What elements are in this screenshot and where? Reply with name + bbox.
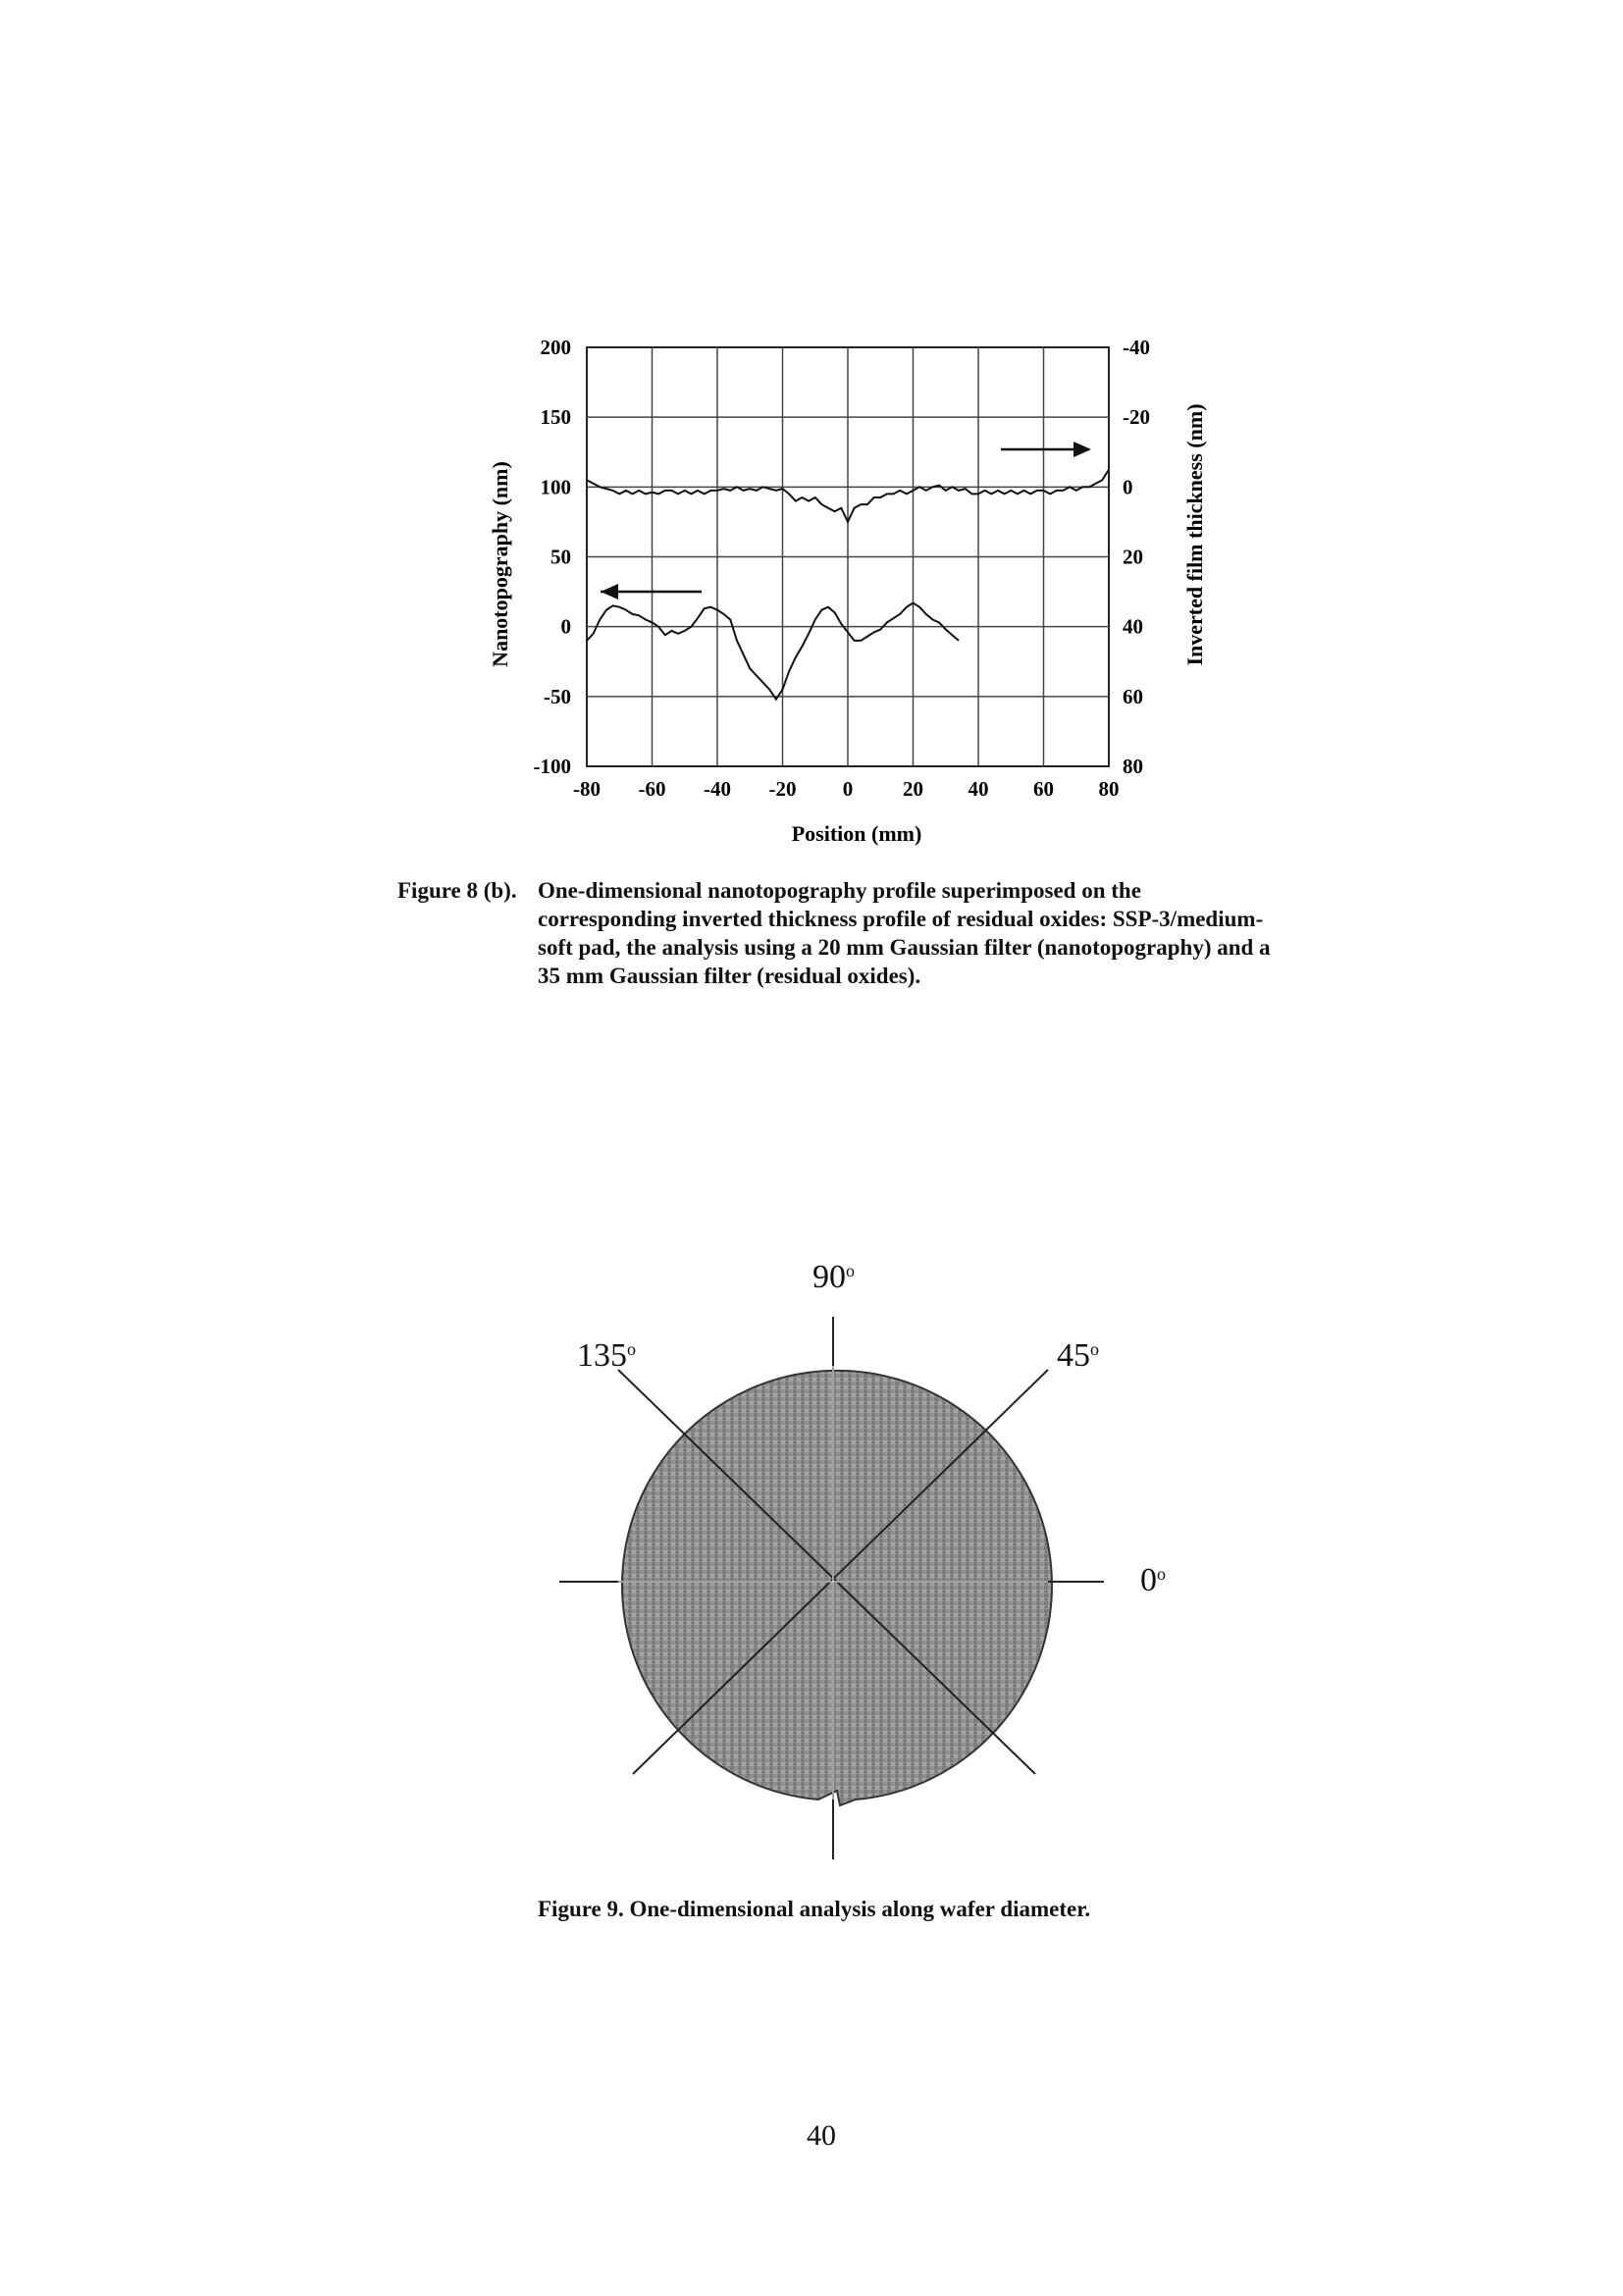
page-number: 40 [807, 2119, 836, 2152]
x-tick-label: 20 [903, 777, 923, 801]
angle-label-45: 45$^o$ [1057, 1337, 1099, 1374]
y-left-tick-label: -100 [533, 755, 571, 778]
x-tick-label: -80 [573, 777, 601, 801]
y-right-tick-label: 80 [1123, 755, 1143, 778]
y-axis-left-title: Nanotopography (nm) [488, 461, 512, 667]
y-right-tick-label: 0 [1123, 475, 1133, 499]
figure-8b-caption-label: Figure 8 (b). [397, 878, 517, 903]
y-right-tick-label: 40 [1123, 614, 1143, 639]
x-tick-label: -60 [638, 777, 666, 801]
y-left-tick-label: 150 [540, 405, 571, 430]
x-tick-label: -20 [768, 777, 797, 801]
y-right-tick-label: 60 [1123, 684, 1143, 708]
y-axis-right-title: Inverted film thickness (nm) [1182, 403, 1207, 666]
x-tick-label: 60 [1033, 777, 1054, 801]
y-left-tick-label: 200 [540, 336, 571, 359]
angle-label-135: 135$^o$ [577, 1337, 636, 1374]
y-left-tick-label: 100 [540, 475, 571, 499]
x-tick-label: 0 [842, 777, 854, 801]
y-right-tick-label: -40 [1123, 336, 1150, 359]
y-left-tick-label: 50 [550, 545, 571, 569]
x-axis-title: Position (mm) [791, 821, 922, 846]
angle-label-0: 0$^o$ [1140, 1562, 1166, 1598]
y-left-tick-label: -50 [544, 684, 571, 708]
angle-label-90: 90$^o$ [812, 1259, 855, 1295]
x-tick-label: 40 [968, 777, 989, 801]
x-tick-label: 80 [1098, 777, 1120, 801]
y-left-tick-label: 0 [560, 614, 571, 639]
y-right-tick-label: 20 [1123, 545, 1143, 569]
figure-8b-caption-text: One-dimensional nanotopography profile superimposed on the corresponding inverted thickness profile of residual oxides: SSP-3/medium-soft pad, the analysis using a 20 mm Gaussian filter (nanotopography) and a 35 mm Gaussian filter (residual oxides). [538, 878, 1271, 988]
y-right-tick-label: -20 [1123, 405, 1150, 430]
x-tick-label: -40 [704, 777, 731, 801]
figure-9-caption: Figure 9. One-dimensional analysis along wafer diameter. [538, 1897, 1091, 1921]
